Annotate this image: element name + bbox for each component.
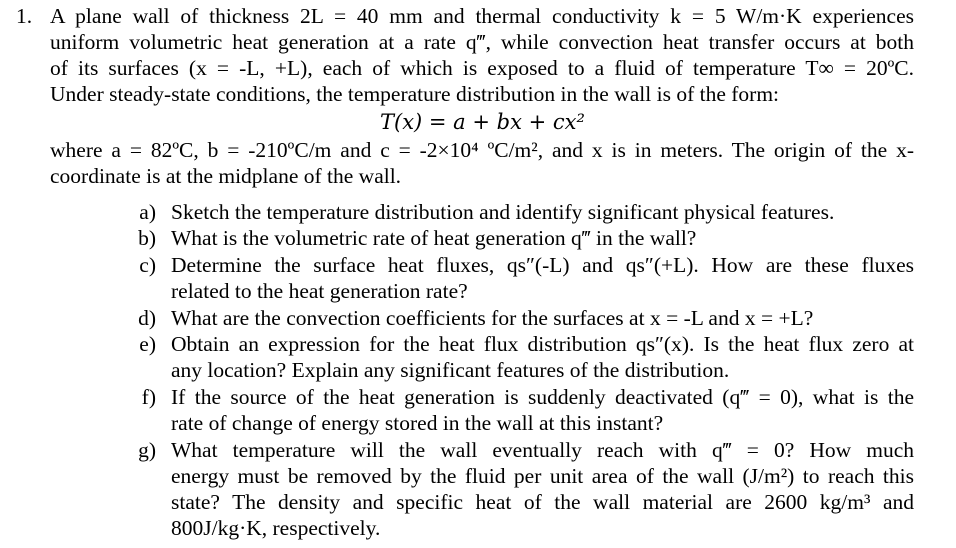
item-b-label: b) bbox=[138, 226, 156, 250]
item-d-label: d) bbox=[138, 306, 156, 330]
item-line: Sketch the temperature distribution and identify significant physical features. bbox=[171, 200, 835, 224]
intro-line: Under steady-state conditions, the temperature distribution in the wall is of the form: bbox=[50, 82, 780, 106]
item-g-text bbox=[171, 437, 914, 541]
item-g-label: g) bbox=[138, 438, 156, 462]
item-a-label: a) bbox=[139, 200, 156, 224]
item-f-text bbox=[171, 384, 914, 436]
item-a-text bbox=[171, 199, 914, 225]
problem-number: 1. bbox=[16, 4, 33, 28]
constants-line: coordinate is at the midplane of the wall. bbox=[50, 164, 402, 188]
item-e-text bbox=[171, 331, 914, 383]
temperature-equation: T(x) = a + bx + cx² bbox=[380, 110, 585, 134]
problem-constants bbox=[50, 137, 914, 189]
item-c-label: c) bbox=[139, 253, 156, 277]
item-f-label: f) bbox=[141, 385, 156, 409]
intro-line: uniform volumetric heat generation at a rate q‴, while convection heat transfer occurs at both bbox=[50, 30, 914, 54]
item-line: What temperature will the wall eventually reach with q‴ = 0? How much bbox=[171, 438, 914, 462]
item-line: Determine the surface heat fluxes, qs″(-L) and qs″(+L). How are these fluxes bbox=[171, 253, 914, 277]
intro-line: of its surfaces (x = -L, +L), each of which is exposed to a fluid of temperature T∞ = 20ºC. bbox=[50, 56, 914, 80]
item-d-text bbox=[171, 305, 914, 331]
problem-intro bbox=[50, 3, 914, 107]
item-e-label: e) bbox=[139, 332, 156, 356]
item-b-text bbox=[171, 225, 914, 251]
item-line: energy must be removed by the fluid per unit area of the wall (J/m²) to reach this bbox=[171, 464, 914, 488]
item-line: related to the heat generation rate? bbox=[171, 279, 468, 303]
item-line: any location? Explain any significant features of the distribution. bbox=[171, 358, 730, 382]
item-line: 800J/kg·K, respectively. bbox=[171, 516, 381, 540]
item-line: state? The density and specific heat of the wall material are 2600 kg/m³ and bbox=[171, 490, 914, 514]
item-c-text bbox=[171, 252, 914, 304]
item-line: What is the volumetric rate of heat generation q‴ in the wall? bbox=[171, 226, 697, 250]
item-line: Obtain an expression for the heat flux distribution qs″(x). Is the heat flux zero at bbox=[171, 332, 914, 356]
item-line: What are the convection coefficients for the surfaces at x = -L and x = +L? bbox=[171, 306, 814, 330]
item-line: rate of change of energy stored in the wall at this instant? bbox=[171, 411, 664, 435]
intro-line: A plane wall of thickness 2L = 40 mm and thermal conductivity k = 5 W/m·K experiences bbox=[50, 4, 914, 28]
constants-line: where a = 82ºC, b = -210ºC/m and c = -2×10⁴ ºC/m², and x is in meters. The origin of the x- bbox=[50, 138, 914, 162]
item-line: If the source of the heat generation is suddenly deactivated (q‴ = 0), what is the bbox=[171, 385, 914, 409]
